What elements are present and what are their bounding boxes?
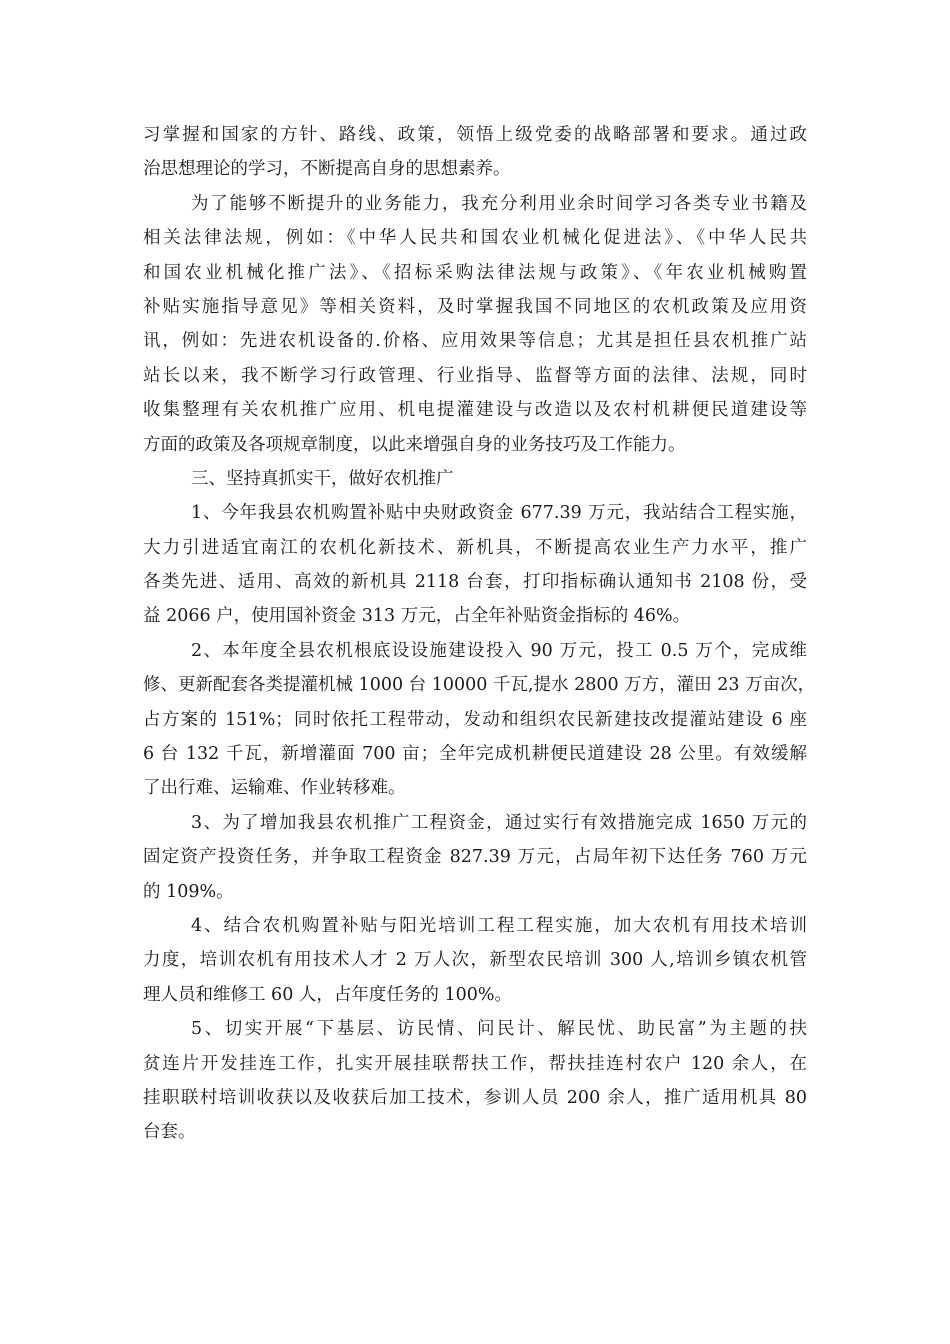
- text-line: 2、本年度全县农机根底设设施建设投入 90 万元，投工 0.5 万个，完成维: [191, 640, 807, 661]
- text-line: 相关法律法规，例如：《中华人民共和国农业机械化促进法》、《中华人民共: [143, 228, 807, 249]
- text-line: 理人员和维修工 60 人，占年度任务的 100%。: [143, 984, 512, 1005]
- section-heading: 三、坚持真抓实干，做好农机推广: [191, 468, 454, 489]
- text-line: 力度，培训农机有用技术人才 2 万人次，新型农民培训 300 人,培训乡镇农机管: [143, 950, 807, 971]
- text-line: 站长以来，我不断学习行政管理、行业指导、监督等方面的法律、法规，同时: [143, 365, 807, 386]
- text-line: 为了能够不断提升的业务能力，我充分利用业余时间学习各类专业书籍及: [191, 193, 807, 214]
- text-line: 挂职联村培训收获以及收获后加工技术，参训人员 200 余人，推广适用机具 80: [143, 1087, 807, 1108]
- text-line: 修、更新配套各类提灌机械 1000 台 10000 千瓦,提水 2800 万方，灌田 23 万亩次，: [143, 675, 816, 696]
- text-line: 4、结合农机购置补贴与阳光培训工程工程实施，加大农机有用技术培训: [191, 915, 807, 936]
- text-line: 治思想理论的学习，不断提高自身的思想素养。: [143, 159, 511, 180]
- text-line: 6 台 132 千瓦，新增灌面 700 亩；全年完成机耕便民道建设 28 公里。有效缓解: [143, 744, 807, 765]
- text-line: 方面的政策及各项规章制度，以此来增强自身的业务技巧及工作能力。: [143, 434, 686, 455]
- document-body: [143, 118, 816, 1150]
- text-line: 台套。: [143, 1122, 196, 1143]
- text-line: 的 109%。: [143, 881, 234, 902]
- text-line: 各类先进、适用、高效的新机具 2118 台套，打印指标确认通知书 2108 份，受: [143, 572, 807, 593]
- text-line: 3、为了增加我县农机推广工程资金，通过实行有效措施完成 1650 万元的: [191, 812, 807, 833]
- text-line: 收集整理有关农机推广应用、机电提灌建设与改造以及农村机耕便民道建设等: [143, 400, 807, 421]
- text-line: 了出行难、运输难、作业转移难。: [143, 778, 406, 799]
- text-line: 益 2066 户，使用国补资金 313 万元，占全年补贴资金指标的 46%。: [143, 606, 691, 627]
- text-line: 固定资产投资任务，并争取工程资金 827.39 万元，占局年初下达任务 760 万元: [143, 847, 807, 868]
- text-line: 1、今年我县农机购置补贴中央财政资金 677.39 万元，我站结合工程实施，: [191, 503, 807, 524]
- text-line: 习掌握和国家的方针、路线、政策，领悟上级党委的战略部署和要求。通过政: [143, 125, 807, 145]
- text-line: 大力引进适宜南江的农机化新技术、新机具，不断提高农业生产力水平，推广: [143, 537, 807, 558]
- text-line: 占方案的 151%；同时依托工程带动，发动和组织农民新建技改提灌站建设 6 座: [143, 709, 807, 730]
- text-line: 5、切实开展“下基层、访民情、问民计、解民忧、助民富”为主题的扶: [191, 1019, 807, 1040]
- text-line: 补贴实施指导意见》等相关资料，及时掌握我国不同地区的农机政策及应用资: [143, 296, 807, 317]
- text-line: 和国农业机械化推广法》、《招标采购法律法规与政策》、《年农业机械购置: [143, 262, 807, 283]
- text-line: 贫连片开发挂连工作，扎实开展挂联帮扶工作，帮扶挂连村农户 120 余人，在: [143, 1053, 807, 1074]
- text-line: 讯，例如：先进农机设备的.价格、应用效果等信息；尤其是担任县农机推广站: [143, 331, 807, 352]
